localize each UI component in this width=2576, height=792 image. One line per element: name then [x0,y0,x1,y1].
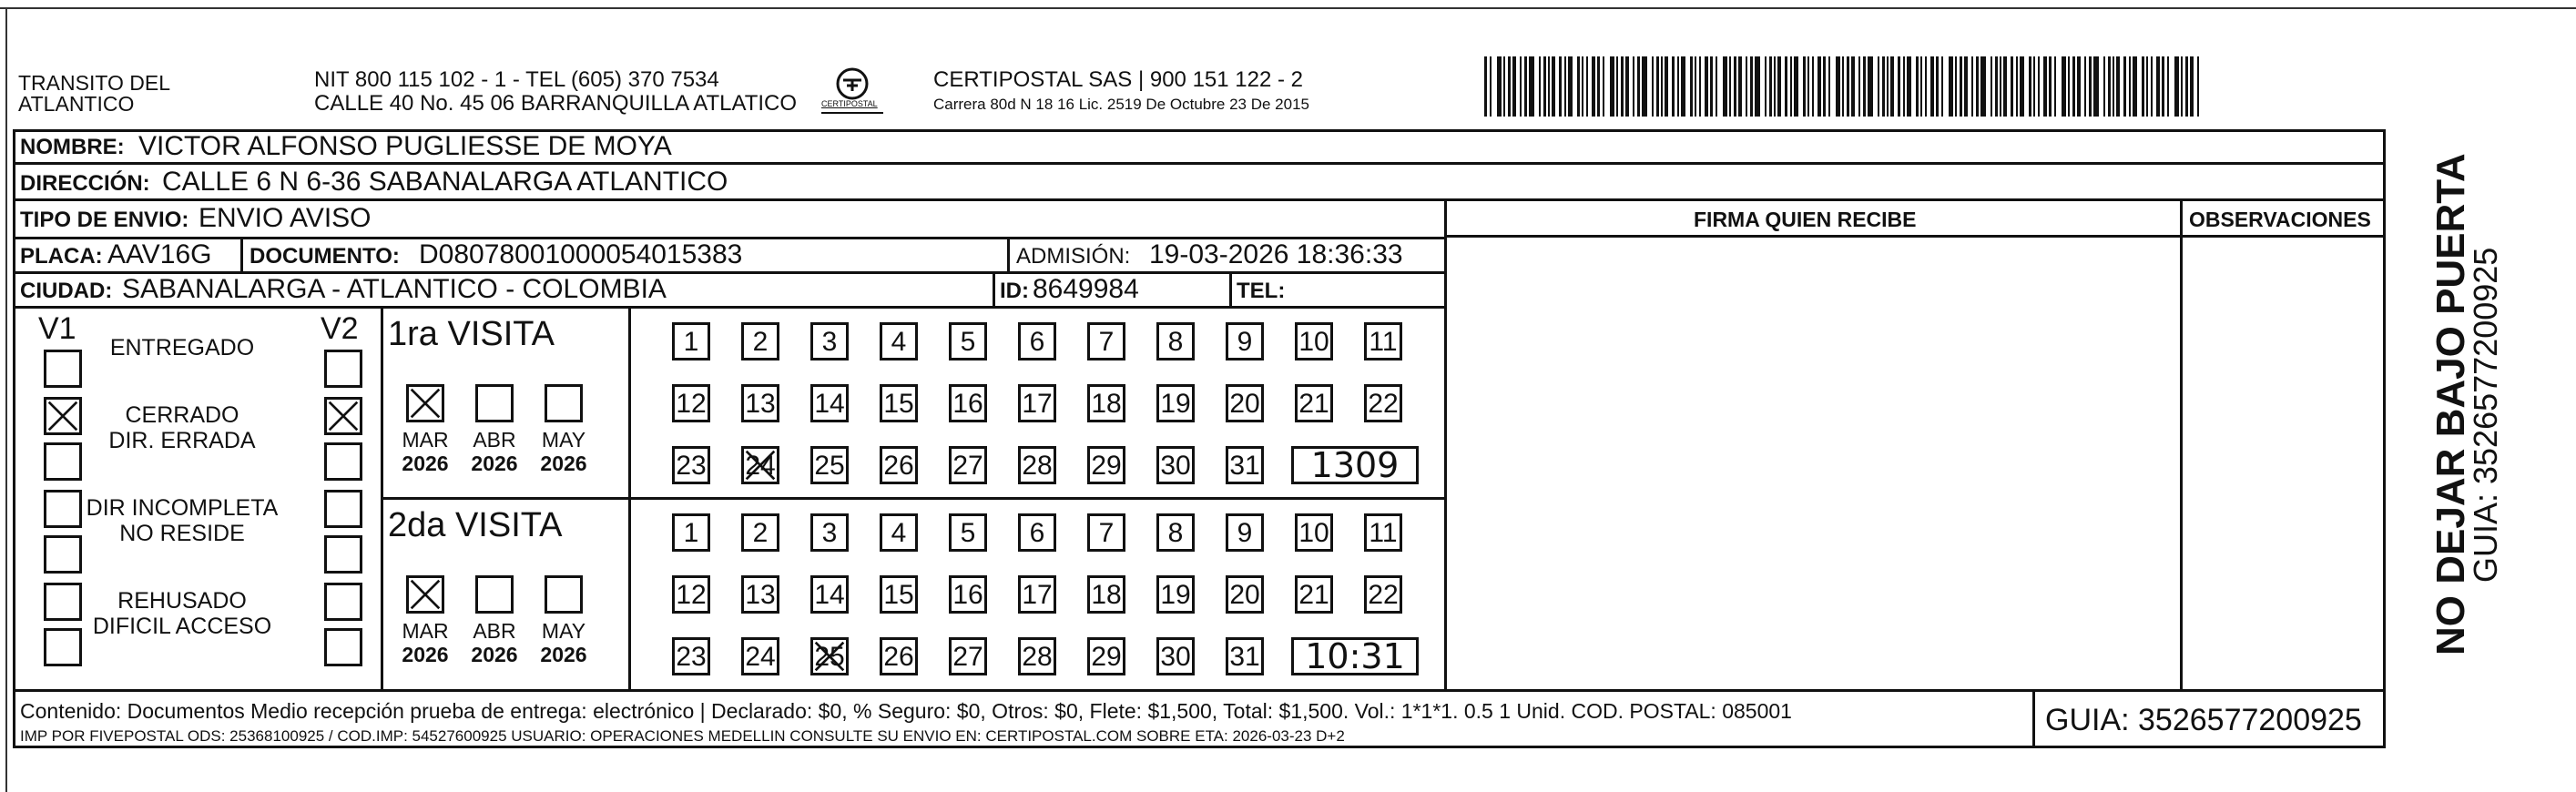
barcode-bar [1790,56,1792,117]
barcode-bar [1858,56,1860,117]
day-box[interactable]: 30 [1156,446,1195,484]
day-box[interactable]: 13 [741,384,779,422]
day-box[interactable]: 28 [1018,637,1056,675]
status-label: DIR INCOMPLETA [86,495,279,521]
barcode-bar [1964,56,1968,117]
day-box[interactable]: 16 [949,384,987,422]
day-box[interactable]: 17 [1018,384,1056,422]
barcode-bar [1898,56,1900,117]
barcode-bar [2162,56,2164,117]
barcode-bar [1812,56,1814,117]
day-box[interactable]: 6 [1018,322,1056,360]
month-name: MAY [541,619,586,643]
day-box[interactable]: 26 [880,446,918,484]
issuer-address: CALLE 40 No. 45 06 BARRANQUILLA ATLATICO [314,91,798,116]
barcode-bar [1925,56,1927,117]
month-year: 2026 [402,452,449,476]
month-checkbox[interactable] [545,575,583,614]
day-box[interactable]: 10 [1295,322,1333,360]
month-name: MAY [541,428,586,452]
barcode-bar [1497,56,1502,117]
day-box[interactable]: 3 [810,513,849,552]
id-value: 8649984 [1033,274,1139,304]
day-box[interactable]: 20 [1226,384,1264,422]
barcode-bar [2113,56,2114,117]
barcode-bar [2181,56,2183,117]
barcode-bar [2049,56,2052,117]
month-label [398,428,453,476]
nombre-value: VICTOR ALFONSO PUGLIESSE DE MOYA [138,131,672,161]
barcode-bar [1785,56,1787,117]
month-year: 2026 [402,643,449,667]
barcode-bar [2185,56,2188,117]
barcode-bar [1665,56,1668,117]
barcode-bar [1508,56,1511,117]
day-box[interactable]: 22 [1364,384,1402,422]
barcode-bar [2142,56,2144,117]
barcode-bar [1976,56,1979,117]
barcode-bar [1529,56,1534,117]
month-year: 2026 [540,452,587,476]
barcode-bar [1625,56,1629,117]
barcode-bar [1863,56,1866,117]
barcode-bar [1890,56,1894,117]
visit-title: 1ra VISITA [388,315,555,353]
barcode-bar [2190,56,2194,117]
scan-left-edge [5,7,7,792]
day-box[interactable]: 3 [810,322,849,360]
observaciones-label: OBSERVACIONES [2189,208,2371,231]
day-box[interactable]: 4 [880,322,918,360]
status-label: DIFICIL ACCESO [92,614,272,639]
col-line [2180,198,2183,692]
row-line [381,497,1446,500]
barcode-bar [1817,56,1821,117]
barcode-bar [2072,56,2075,117]
barcode-bar [2108,56,2111,117]
status-label: REHUSADO [117,588,247,614]
barcode [1484,56,2204,117]
day-box[interactable]: 26 [880,637,918,675]
issuer-line2: ATLANTICO [18,92,135,116]
barcode-bar [2054,56,2056,117]
barcode-bar [1490,56,1492,117]
month-label [536,619,591,667]
col-line [993,271,995,308]
day-box[interactable]: 25 [810,637,849,675]
day-box[interactable]: 27 [949,637,987,675]
day-box[interactable]: 12 [672,384,710,422]
barcode-bar [2129,56,2131,117]
day-box[interactable]: 18 [1087,575,1125,614]
nombre-label: NOMBRE: [20,135,125,159]
direccion-label: DIRECCIÓN: [20,171,150,196]
v2-label: V2 [321,311,359,346]
logo-text: CERTIPOSTAL [821,99,878,108]
company-line: CERTIPOSTAL SAS | 900 151 122 - 2 [933,67,1303,92]
day-box[interactable]: 7 [1087,513,1125,552]
placa-value: AAV16G [107,239,212,269]
day-box[interactable]: 13 [741,575,779,614]
status-label: DIR. ERRADA [108,428,256,453]
barcode-bar [2084,56,2086,117]
barcode-bar [2146,56,2148,117]
month-checkbox[interactable] [475,384,514,422]
status-label: CERRADO [125,402,239,428]
day-box[interactable]: 14 [810,384,849,422]
barcode-bar [2000,56,2001,117]
barcode-bar [1520,56,1522,117]
day-box[interactable]: 19 [1156,384,1195,422]
barcode-bar [1755,56,1760,117]
day-box[interactable]: 23 [672,446,710,484]
day-box[interactable]: 24 [741,446,779,484]
barcode-bar [1995,56,1998,117]
barcode-bar [1559,56,1562,117]
barcode-bar [1920,56,1922,117]
barcode-bar [1960,56,1962,117]
barcode-bar [1916,56,1919,117]
barcode-bar [2156,56,2160,117]
barcode-bar [1769,56,1772,117]
barcode-bar [2062,56,2066,117]
barcode-bar [1524,56,1527,117]
barcode-bar [1903,56,1905,117]
month-name: ABR [473,428,516,452]
barcode-bar [1794,56,1798,117]
day-box[interactable]: 31 [1226,637,1264,675]
barcode-bar [2020,56,2024,117]
side-warning: NO DEJAR BAJO PUERTA [2428,153,2473,655]
day-box[interactable]: 20 [1226,575,1264,614]
barcode-bar [2197,56,2199,117]
col-line [1007,237,1010,273]
footer-guia: GUIA: 3526577200925 [2045,703,2362,737]
day-box[interactable]: 2 [741,513,779,552]
direccion-value: CALLE 6 N 6-36 SABANALARGA ATLANTICO [162,167,728,197]
day-box[interactable]: 11 [1364,322,1402,360]
day-box[interactable]: 30 [1156,637,1195,675]
barcode-bar [1564,56,1566,117]
footer-contenido: Contenido: Documentos Medio recepción prueba de entrega: electrónico | Declarado: $0, % Seguro: $0, Otros: $0, Flete: $1,500, Total: $1,500. Vol.: 1*1*1. 0.5 1 Unid. COD. POSTAL: 085001 [20,699,1792,723]
barcode-bar [2038,56,2040,117]
barcode-bar [1823,56,1826,117]
barcode-bar [1723,56,1727,117]
barcode-bar [1637,56,1640,117]
firma-label: FIRMA QUIEN RECIBE [1694,208,1917,231]
barcode-bar [1695,56,1696,117]
status-label: ENTREGADO [109,335,255,360]
barcode-bar [2103,56,2105,117]
certipostal-logo [816,66,889,117]
day-box[interactable]: 15 [880,575,918,614]
day-box[interactable]: 19 [1156,575,1195,614]
barcode-bar [1577,56,1580,117]
barcode-bar [1677,56,1679,117]
day-box[interactable]: 16 [949,575,987,614]
day-box[interactable]: 5 [949,513,987,552]
issuer-line1: TRANSITO DEL [18,71,170,95]
row-line [13,198,2386,201]
barcode-bar [1716,56,1717,117]
barcode-bar [1661,56,1663,117]
barcode-bar [1681,56,1685,117]
barcode-bar [1652,56,1654,117]
barcode-bar [1807,56,1809,117]
col-line [1229,271,1232,308]
barcode-bar [1656,56,1659,117]
barcode-bar [1582,56,1583,117]
barcode-bar [1734,56,1736,117]
day-box[interactable]: 9 [1226,513,1264,552]
barcode-bar [1949,56,1953,117]
day-box[interactable]: 28 [1018,446,1056,484]
month-year: 2026 [471,452,518,476]
day-box[interactable]: 4 [880,513,918,552]
barcode-bar [2029,56,2031,117]
barcode-bar [2116,56,2120,117]
barcode-bar [2003,56,2007,117]
placa-label: PLACA: [20,244,103,269]
tel-label: TEL: [1237,279,1286,303]
barcode-bar [1836,56,1840,117]
barcode-bar [1777,56,1781,117]
month-year: 2026 [540,643,587,667]
company-address: Carrera 80d N 18 16 Lic. 2519 De Octubre 23 De 2015 [933,96,1309,113]
visit-time-box[interactable]: 1309 [1291,446,1419,484]
barcode-bar [1887,56,1889,117]
barcode-bar [2167,56,2169,117]
barcode-bar [1882,56,1885,117]
month-label [467,428,522,476]
month-checkbox[interactable] [406,575,444,614]
barcode-bar [1621,56,1624,117]
barcode-bar [2068,56,2070,117]
barcode-bar [1941,56,1943,117]
side-guia: GUIA: 3526577200925 [2467,247,2504,583]
barcode-bar [1955,56,1957,117]
barcode-bar [1705,56,1708,117]
admision-label: ADMISIÓN: [1016,244,1131,269]
day-box[interactable]: 12 [672,575,710,614]
col-line [2032,689,2035,748]
day-box[interactable]: 22 [1364,575,1402,614]
barcode-bar [1603,56,1604,117]
barcode-bar [1633,56,1634,117]
col-line [1444,198,1447,692]
barcode-bar [1592,56,1595,117]
scan-top-edge [0,7,2576,9]
row-line [13,689,2386,692]
barcode-bar [1930,56,1934,117]
col-line [240,237,243,273]
v1-label: V1 [38,311,76,346]
barcode-bar [1539,56,1541,117]
day-box[interactable]: 27 [949,446,987,484]
day-box[interactable]: 17 [1018,575,1056,614]
barcode-bar [2093,56,2099,117]
barcode-bar [1991,56,1992,117]
barcode-bar [2043,56,2047,117]
nit-line: NIT 800 115 102 - 1 - TEL (605) 370 7534 [314,67,719,92]
barcode-bar [1642,56,1647,117]
day-box[interactable]: 23 [672,637,710,675]
month-name: MAR [402,619,449,643]
month-checkbox[interactable] [545,384,583,422]
barcode-bar [2151,56,2153,117]
barcode-bar [1878,56,1879,117]
day-box[interactable]: 29 [1087,637,1125,675]
documento-value: D08078001000054015383 [419,239,743,269]
barcode-bar [1503,56,1505,117]
barcode-bar [1738,56,1742,117]
day-box[interactable]: 2 [741,322,779,360]
day-box[interactable]: 25 [810,446,849,484]
day-box[interactable]: 1 [672,322,710,360]
day-box[interactable]: 10 [1295,513,1333,552]
barcode-bar [1980,56,1986,117]
barcode-bar [1552,56,1555,117]
barcode-bar [1568,56,1573,117]
month-year: 2026 [471,643,518,667]
barcode-bar [2133,56,2137,117]
status-label: NO RESIDE [119,521,245,546]
day-box[interactable]: 31 [1226,446,1264,484]
barcode-bar [1512,56,1516,117]
day-box[interactable]: 21 [1295,384,1333,422]
barcode-bar [1828,56,1830,117]
day-box[interactable]: 14 [810,575,849,614]
visit-time-box[interactable]: 10:31 [1291,637,1419,675]
barcode-bar [1543,56,1546,117]
barcode-bar [1710,56,1713,117]
barcode-bar [1765,56,1767,117]
day-box[interactable]: 21 [1295,575,1333,614]
barcode-bar [2123,56,2126,117]
row-line [13,162,2386,165]
month-name: MAR [402,428,449,452]
barcode-bar [1851,56,1855,117]
barcode-bar [1746,56,1747,117]
ciudad-label: CIUDAD: [20,279,113,303]
day-box[interactable]: 11 [1364,513,1402,552]
barcode-bar [1847,56,1849,117]
day-box[interactable]: 1 [672,513,710,552]
month-checkbox[interactable] [475,575,514,614]
day-box[interactable]: 15 [880,384,918,422]
day-box[interactable]: 5 [949,322,987,360]
month-name: ABR [473,619,516,643]
barcode-bar [1484,56,1487,117]
barcode-bar [1907,56,1911,117]
barcode-bar [1586,56,1588,117]
month-label [467,619,522,667]
barcode-bar [1774,56,1776,117]
day-box[interactable]: 8 [1156,322,1195,360]
barcode-bar [1610,56,1614,117]
admision-value: 19-03-2026 18:36:33 [1149,239,1403,269]
footer-imp: IMP POR FIVEPOSTAL ODS: 25368100925 / COD.IMP: 54527600925 USUARIO: OPERACIONES MEDELLIN CONSULTE SU ENVIO EN: CERTIPOSTAL.COM SOBRE ETA: 2026-03-23 D+2 [20,727,1345,745]
barcode-bar [1548,56,1550,117]
barcode-bar [1597,56,1600,117]
barcode-bar [1803,56,1806,117]
day-box[interactable]: 6 [1018,513,1056,552]
tipo-value: ENVIO AVISO [199,203,372,233]
barcode-bar [2077,56,2081,117]
month-label [536,428,591,476]
barcode-bar [1699,56,1701,117]
barcode-bar [2016,56,2018,117]
documento-label: DOCUMENTO: [249,244,400,269]
day-box[interactable]: 29 [1087,446,1125,484]
id-label: ID: [1000,279,1029,303]
day-box[interactable]: 8 [1156,513,1195,552]
barcode-bar [1672,56,1675,117]
barcode-bar [1868,56,1873,117]
barcode-bar [2011,56,2013,117]
day-box[interactable]: 18 [1087,384,1125,422]
row-line [1446,235,2386,238]
barcode-bar [1936,56,1939,117]
ciudad-value: SABANALARGA - ATLANTICO - COLOMBIA [122,274,667,304]
barcode-bar [1750,56,1753,117]
tipo-label: TIPO DE ENVIO: [20,208,189,232]
barcode-bar [1616,56,1618,117]
barcode-bar [2174,56,2179,117]
barcode-bar [2089,56,2092,117]
barcode-bar [1971,56,1973,117]
day-box[interactable]: 9 [1226,322,1264,360]
barcode-bar [1842,56,1844,117]
barcode-bar [1690,56,1693,117]
month-checkbox[interactable] [406,384,444,422]
barcode-bar [1729,56,1731,117]
month-label [398,619,453,667]
day-box[interactable]: 7 [1087,322,1125,360]
barcode-bar [2033,56,2035,117]
day-box[interactable]: 24 [741,637,779,675]
visit-title: 2da VISITA [388,506,563,544]
